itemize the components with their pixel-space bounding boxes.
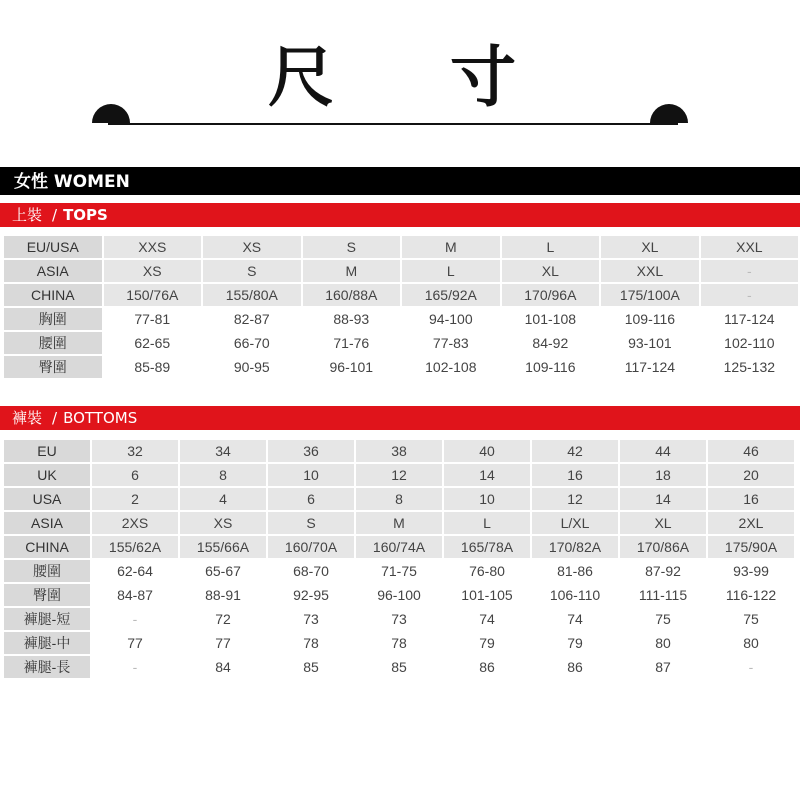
- table-cell: 14: [620, 488, 706, 510]
- table-cell: 66-70: [203, 332, 301, 354]
- table-cell: 71-75: [356, 560, 442, 582]
- table-cell: 96-100: [356, 584, 442, 606]
- row-label: CHINA: [4, 536, 90, 558]
- table-cell: 12: [356, 464, 442, 486]
- table-cell: 4: [180, 488, 266, 510]
- table-cell: 72: [180, 608, 266, 630]
- table-cell: 73: [268, 608, 354, 630]
- table-cell: 109-116: [502, 356, 600, 378]
- table-cell: 101-108: [502, 308, 600, 330]
- table-cell: -: [701, 260, 798, 282]
- row-label: 胸圍: [4, 308, 102, 330]
- row-label: UK: [4, 464, 90, 486]
- table-cell: 16: [532, 464, 618, 486]
- table-cell: 175/90A: [708, 536, 794, 558]
- table-cell: 8: [356, 488, 442, 510]
- table-cell: 111-115: [620, 584, 706, 606]
- table-cell: 86: [532, 656, 618, 678]
- table-cell: L/XL: [532, 512, 618, 534]
- table-cell: XXL: [701, 236, 798, 258]
- table-cell: 38: [356, 440, 442, 462]
- table-cell: 34: [180, 440, 266, 462]
- bottoms-label-en: BOTTOMS: [63, 409, 138, 427]
- table-cell: 75: [708, 608, 794, 630]
- table-cell: 86: [444, 656, 530, 678]
- bottoms-size-table: [2, 438, 796, 680]
- table-row: [4, 656, 794, 678]
- row-label: ASIA: [4, 512, 90, 534]
- table-cell: 77: [92, 632, 178, 654]
- table-row: [4, 284, 798, 306]
- table-cell: 16: [708, 488, 794, 510]
- row-label: USA: [4, 488, 90, 510]
- table-cell: 77-83: [402, 332, 500, 354]
- table-row: [4, 464, 794, 486]
- table-cell: 74: [532, 608, 618, 630]
- table-cell: -: [92, 656, 178, 678]
- table-cell: 175/100A: [601, 284, 699, 306]
- table-cell: 96-101: [303, 356, 401, 378]
- table-row: [4, 536, 794, 558]
- table-cell: M: [356, 512, 442, 534]
- table-cell: -: [701, 284, 798, 306]
- table-row: [4, 356, 798, 378]
- table-cell: 85: [268, 656, 354, 678]
- table-cell: 84: [180, 656, 266, 678]
- table-cell: 81-86: [532, 560, 618, 582]
- table-cell: 102-108: [402, 356, 500, 378]
- table-cell: 44: [620, 440, 706, 462]
- row-label: CHINA: [4, 284, 102, 306]
- table-row: [4, 632, 794, 654]
- table-cell: 170/86A: [620, 536, 706, 558]
- row-label: 臀圍: [4, 584, 90, 606]
- women-header: 女性 WOMEN: [0, 167, 800, 195]
- table-cell: 90-95: [203, 356, 301, 378]
- table-cell: 76-80: [444, 560, 530, 582]
- table-cell: 2XL: [708, 512, 794, 534]
- table-cell: 165/92A: [402, 284, 500, 306]
- table-cell: 160/88A: [303, 284, 401, 306]
- table-row: [4, 512, 794, 534]
- table-cell: 170/82A: [532, 536, 618, 558]
- table-cell: 74: [444, 608, 530, 630]
- row-label: 褲腿-中: [4, 632, 90, 654]
- table-cell: 42: [532, 440, 618, 462]
- table-cell: 109-116: [601, 308, 699, 330]
- table-cell: 2XS: [92, 512, 178, 534]
- table-cell: 87-92: [620, 560, 706, 582]
- table-cell: XS: [104, 260, 202, 282]
- table-cell: S: [303, 236, 401, 258]
- table-cell: -: [708, 656, 794, 678]
- table-cell: 8: [180, 464, 266, 486]
- table-cell: S: [203, 260, 301, 282]
- table-cell: 155/80A: [203, 284, 301, 306]
- table-cell: 117-124: [701, 308, 798, 330]
- table-cell: 68-70: [268, 560, 354, 582]
- table-row: [4, 440, 794, 462]
- table-cell: 2: [92, 488, 178, 510]
- tops-size-table: [2, 234, 800, 380]
- table-cell: XL: [620, 512, 706, 534]
- tops-table-body: [4, 236, 798, 378]
- table-cell: M: [402, 236, 500, 258]
- table-cell: 85-89: [104, 356, 202, 378]
- table-row: [4, 608, 794, 630]
- table-cell: 101-105: [444, 584, 530, 606]
- table-cell: 94-100: [402, 308, 500, 330]
- title-char-1: 尺: [268, 39, 334, 116]
- row-label: EU/USA: [4, 236, 102, 258]
- table-cell: 106-110: [532, 584, 618, 606]
- row-label: 褲腿-短: [4, 608, 90, 630]
- table-cell: 160/70A: [268, 536, 354, 558]
- table-cell: 170/96A: [502, 284, 600, 306]
- title-char-2: 寸: [450, 39, 516, 116]
- table-cell: L: [402, 260, 500, 282]
- table-cell: 80: [708, 632, 794, 654]
- table-cell: 62-65: [104, 332, 202, 354]
- table-cell: 160/74A: [356, 536, 442, 558]
- table-cell: XL: [601, 236, 699, 258]
- tops-header: 上裝 / TOPS: [0, 203, 800, 227]
- table-cell: L: [502, 236, 600, 258]
- table-cell: 71-76: [303, 332, 401, 354]
- bottoms-header: 褲裝 / BOTTOMS: [0, 406, 800, 430]
- table-cell: 116-122: [708, 584, 794, 606]
- table-cell: XS: [180, 512, 266, 534]
- table-row: [4, 488, 794, 510]
- table-cell: 93-101: [601, 332, 699, 354]
- row-label: 腰圍: [4, 560, 90, 582]
- tops-label-cn: 上裝: [12, 206, 43, 224]
- table-row: [4, 236, 798, 258]
- table-row: [4, 308, 798, 330]
- bottoms-table-body: [4, 440, 794, 678]
- table-cell: 10: [444, 488, 530, 510]
- table-cell: 77: [180, 632, 266, 654]
- table-cell: 80: [620, 632, 706, 654]
- table-cell: 18: [620, 464, 706, 486]
- table-row: [4, 584, 794, 606]
- row-label: ASIA: [4, 260, 102, 282]
- table-cell: 165/78A: [444, 536, 530, 558]
- table-cell: -: [92, 608, 178, 630]
- table-cell: 88-93: [303, 308, 401, 330]
- table-cell: XXS: [104, 236, 202, 258]
- table-cell: 87: [620, 656, 706, 678]
- table-cell: 32: [92, 440, 178, 462]
- table-row: [4, 332, 798, 354]
- table-cell: XS: [203, 236, 301, 258]
- row-label: 褲腿-長: [4, 656, 90, 678]
- table-cell: 125-132: [701, 356, 798, 378]
- tops-label-en: TOPS: [63, 206, 108, 224]
- table-cell: 65-67: [180, 560, 266, 582]
- table-cell: XXL: [601, 260, 699, 282]
- table-cell: 36: [268, 440, 354, 462]
- table-cell: 155/62A: [92, 536, 178, 558]
- table-cell: 46: [708, 440, 794, 462]
- table-cell: 82-87: [203, 308, 301, 330]
- table-cell: 155/66A: [180, 536, 266, 558]
- table-cell: 40: [444, 440, 530, 462]
- table-cell: 73: [356, 608, 442, 630]
- row-label: 臀圍: [4, 356, 102, 378]
- table-cell: 62-64: [92, 560, 178, 582]
- table-cell: 6: [92, 464, 178, 486]
- table-cell: 150/76A: [104, 284, 202, 306]
- table-cell: M: [303, 260, 401, 282]
- row-label: 腰圍: [4, 332, 102, 354]
- table-cell: 117-124: [601, 356, 699, 378]
- table-cell: S: [268, 512, 354, 534]
- table-cell: 12: [532, 488, 618, 510]
- table-cell: 77-81: [104, 308, 202, 330]
- title-rule: [108, 123, 678, 125]
- table-cell: 78: [356, 632, 442, 654]
- table-cell: 75: [620, 608, 706, 630]
- table-cell: 85: [356, 656, 442, 678]
- row-label: EU: [4, 440, 90, 462]
- table-cell: 20: [708, 464, 794, 486]
- table-cell: 6: [268, 488, 354, 510]
- table-cell: 93-99: [708, 560, 794, 582]
- table-cell: 84-87: [92, 584, 178, 606]
- table-cell: L: [444, 512, 530, 534]
- table-cell: 88-91: [180, 584, 266, 606]
- table-cell: 92-95: [268, 584, 354, 606]
- bottoms-label-cn: 褲裝: [12, 409, 43, 427]
- table-cell: 84-92: [502, 332, 600, 354]
- table-cell: 79: [532, 632, 618, 654]
- table-cell: 14: [444, 464, 530, 486]
- table-cell: 10: [268, 464, 354, 486]
- table-row: [4, 560, 794, 582]
- table-cell: 79: [444, 632, 530, 654]
- table-cell: 102-110: [701, 332, 798, 354]
- table-row: [4, 260, 798, 282]
- table-cell: XL: [502, 260, 600, 282]
- table-cell: 78: [268, 632, 354, 654]
